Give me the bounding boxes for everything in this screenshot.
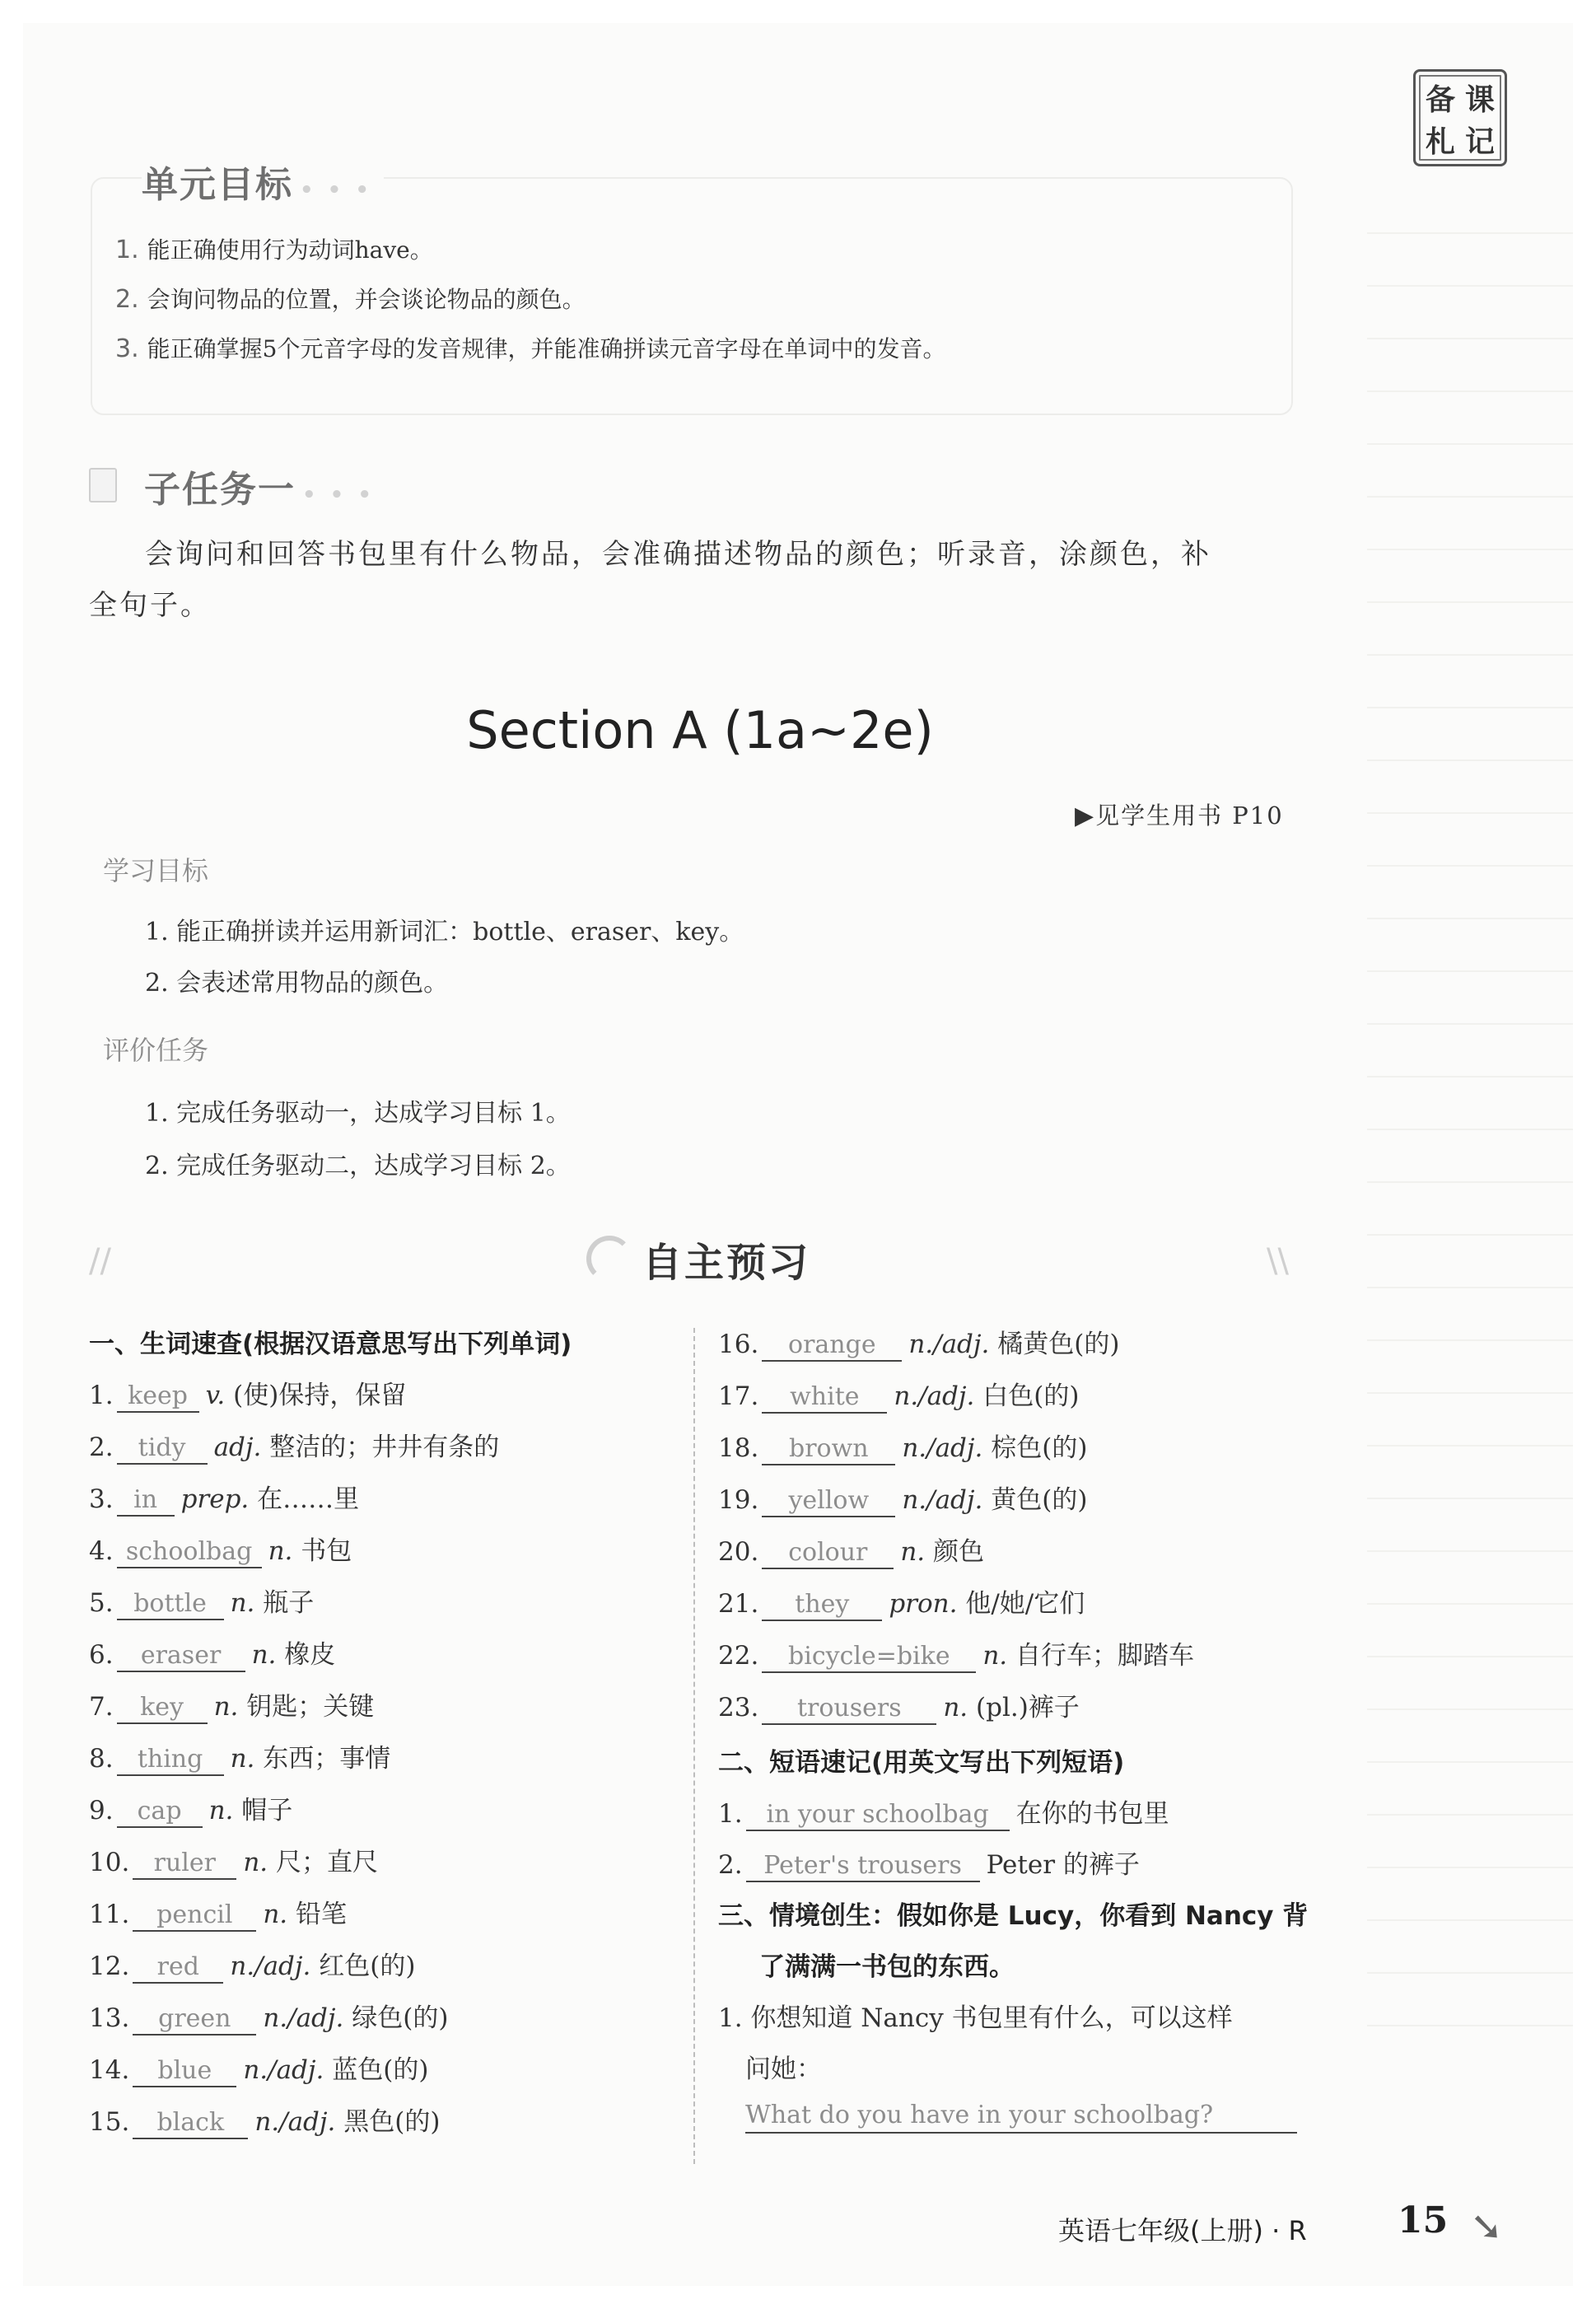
item-number: 2. (89, 1433, 114, 1462)
part-of-speech: n. (230, 1588, 255, 1618)
part-of-speech: n. (900, 1537, 926, 1567)
footer-book: 英语七年级(上册) · R (1058, 2215, 1307, 2246)
answer-blank[interactable]: trousers (762, 1694, 936, 1725)
vocab-row (89, 1997, 448, 2036)
learning-goal-item: 2. 会表述常用物品的颜色。 (145, 969, 449, 998)
item-number: 13. (89, 2003, 130, 2033)
part-of-speech: pron. (889, 1589, 958, 1619)
scenario-heading: 三、情境创生：假如你是 Lucy，你看到 Nancy 背 (718, 1901, 1309, 1931)
vocab-heading: 一、生词速查(根据汉语意思写出下列单词) (89, 1330, 572, 1359)
part-of-speech: n./adj. (908, 1330, 990, 1359)
answer-blank[interactable]: black (133, 2108, 248, 2139)
item-number: 10. (89, 1848, 130, 1877)
triangle-icon: ▶ (1075, 802, 1096, 830)
vocab-row (718, 1479, 1087, 1517)
vocab-row (718, 1375, 1079, 1414)
meaning: 蓝色(的) (332, 2055, 429, 2085)
part-of-speech: n./adj. (263, 2003, 344, 2033)
meaning: 东西；事情 (263, 1744, 391, 1774)
answer-blank[interactable]: tidy (117, 1433, 208, 1465)
notes-stamp-logo (1413, 69, 1507, 166)
vocab-row (89, 1374, 406, 1413)
page-number: 15 (1398, 2199, 1449, 2241)
vocab-row (89, 1530, 352, 1568)
meaning: 橡皮 (284, 1640, 336, 1670)
decor-slash: \\ (1267, 1242, 1289, 1280)
answer-blank[interactable]: colour (762, 1538, 894, 1569)
scenario-question-cont: 问她： (745, 2054, 822, 2084)
part-of-speech: n./adj. (254, 2107, 336, 2137)
part-of-speech: n. (943, 1693, 968, 1722)
meaning: 整洁的；井井有条的 (269, 1433, 500, 1462)
meaning: 绿色(的) (352, 2003, 449, 2033)
vocab-row (89, 2101, 440, 2139)
item-number: 23. (718, 1693, 759, 1722)
scenario-answer[interactable]: What do you have in your schoolbag? (745, 2099, 1297, 2134)
item-number: 6. (89, 1640, 114, 1670)
learning-goals-title: 学习目标 (103, 855, 209, 886)
stamp-char: 备 (1425, 83, 1455, 117)
eval-item: 1. 完成任务驱动一，达成学习目标 1。 (145, 1099, 571, 1128)
answer-blank[interactable]: green (133, 2004, 256, 2036)
unit-goal-item: 2. 会询问物品的位置，并会谈论物品的颜色。 (115, 285, 586, 314)
column-divider (693, 1328, 695, 2164)
vocab-row (89, 1737, 390, 1776)
self-study-title: 自主预习 (642, 1240, 811, 1286)
meaning: 瓶子 (263, 1588, 315, 1618)
stamp-char: 札 (1425, 125, 1455, 159)
stamp-char: 记 (1464, 125, 1495, 159)
learning-goal-item: 1. 能正确拼读并运用新词汇：bottle、eraser、key。 (145, 918, 744, 947)
corner-arrow-icon: ➘ (1470, 2204, 1504, 2250)
vocab-row (89, 1634, 335, 1672)
answer-blank[interactable]: orange (762, 1330, 902, 1362)
answer-blank[interactable]: they (762, 1590, 882, 1621)
meaning: 棕色(的) (991, 1433, 1088, 1463)
answer-blank[interactable]: schoolbag (117, 1537, 262, 1568)
meaning: 黄色(的) (991, 1485, 1088, 1515)
answer-blank[interactable]: Peter's trousers (746, 1851, 980, 1882)
subtask-text-line2: 全句子。 (89, 589, 211, 622)
part-of-speech: n. (268, 1536, 293, 1566)
meaning: 书包 (301, 1536, 352, 1566)
answer-blank[interactable]: bottle (117, 1589, 224, 1620)
part-of-speech: n. (243, 1848, 268, 1877)
answer-blank[interactable]: pencil (133, 1900, 256, 1932)
answer-blank[interactable]: white (762, 1382, 887, 1414)
meaning: 钥匙；关键 (246, 1692, 375, 1722)
answer-blank[interactable]: thing (117, 1745, 224, 1776)
subtask-title: 子任务一 • • • (144, 460, 386, 512)
meaning: 自行车；脚踏车 (1015, 1641, 1194, 1671)
vocab-row (89, 1426, 499, 1465)
item-number: 21. (718, 1589, 759, 1619)
meaning: 帽子 (241, 1796, 293, 1825)
meaning: 橘黄色(的) (997, 1330, 1120, 1359)
unit-goal-item: 1. 能正确使用行为动词have。 (115, 236, 433, 264)
meaning: (pl.)裤子 (976, 1693, 1080, 1722)
subtask-text-line1: 会询问和回答书包里有什么物品，会准确描述物品的颜色；听录音，涂颜色，补 (145, 538, 1211, 571)
vocab-row (89, 1893, 347, 1932)
unit-goal-item: 3. 能正确掌握5个元音字母的发音规律，并能准确拼读元音字母在单词中的发音。 (115, 334, 946, 363)
item-number: 12. (89, 1951, 130, 1981)
notebook-icon (89, 468, 117, 502)
item-number: 4. (89, 1536, 114, 1566)
part-of-speech: n. (982, 1641, 1008, 1671)
vocab-row (718, 1634, 1194, 1673)
arc-icon (586, 1236, 632, 1282)
part-of-speech: v. (205, 1381, 226, 1410)
meaning: 他/她/它们 (965, 1589, 1085, 1619)
stamp-char: 课 (1464, 83, 1495, 117)
decor-slash: // (89, 1242, 111, 1280)
phrase-row: 2. Peter's trousers Peter 的裤子 (718, 1844, 1140, 1882)
answer-blank[interactable]: in (117, 1485, 175, 1517)
answer-blank[interactable]: ruler (133, 1849, 236, 1880)
vocab-row (89, 1841, 378, 1880)
answer-blank[interactable]: key (117, 1693, 208, 1724)
phrase-heading: 二、短语速记(用英文写出下列短语) (718, 1748, 1125, 1778)
vocab-row (718, 1427, 1087, 1465)
item-number: 15. (89, 2107, 130, 2137)
part-of-speech: n./adj. (902, 1485, 983, 1515)
vocab-row (718, 1582, 1085, 1621)
section-title: Section A (1a~2e) (466, 700, 934, 760)
answer-blank[interactable]: red (133, 1952, 223, 1984)
vocab-row (718, 1323, 1119, 1362)
part-of-speech: n. (263, 1900, 288, 1929)
answer-blank[interactable]: eraser (117, 1641, 245, 1672)
item-number: 14. (89, 2055, 130, 2085)
part-of-speech: n./adj. (230, 1951, 311, 1981)
answer-blank[interactable]: cap (117, 1797, 203, 1828)
answer-blank[interactable]: brown (762, 1434, 895, 1465)
answer-blank[interactable]: blue (133, 2056, 236, 2087)
meaning: 在……里 (257, 1484, 360, 1514)
answer-blank[interactable]: keep (117, 1381, 199, 1413)
vocab-row (718, 1531, 984, 1569)
item-number: 7. (89, 1692, 114, 1722)
meaning: 红色(的) (319, 1951, 416, 1981)
part-of-speech: n./adj. (243, 2055, 324, 2085)
part-of-speech: n./adj. (902, 1433, 983, 1463)
vocab-row (89, 1945, 415, 1984)
phrase-row: 1. in your schoolbag 在你的书包里 (718, 1793, 1169, 1831)
scenario-heading-cont: 了满满一书包的东西。 (759, 1952, 1015, 1982)
item-number: 16. (718, 1330, 759, 1359)
item-number: 9. (89, 1796, 114, 1825)
see-student-book: ▶见学生用书 P10 (1075, 802, 1284, 830)
part-of-speech: n. (213, 1692, 239, 1722)
meaning: (使)保持，保留 (233, 1381, 407, 1410)
eval-title: 评价任务 (103, 1035, 209, 1066)
answer-blank[interactable]: in your schoolbag (746, 1800, 1010, 1831)
vocab-row (89, 2049, 428, 2087)
vocab-row (89, 1582, 314, 1620)
part-of-speech: n. (208, 1796, 234, 1825)
unit-goals-title: 单元目标 • • • (142, 155, 384, 208)
item-number: 17. (718, 1381, 759, 1411)
answer-blank[interactable]: bicycle=bike (762, 1642, 976, 1673)
part-of-speech: n. (230, 1744, 255, 1774)
eval-item: 2. 完成任务驱动二，达成学习目标 2。 (145, 1152, 571, 1180)
part-of-speech: n. (251, 1640, 277, 1670)
vocab-row (89, 1789, 292, 1828)
item-number: 20. (718, 1537, 759, 1567)
item-number: 19. (718, 1485, 759, 1515)
notes-column (1367, 181, 1573, 2076)
item-number: 18. (718, 1433, 759, 1463)
answer-blank[interactable]: yellow (762, 1486, 895, 1517)
item-number: 1. (89, 1381, 114, 1410)
vocab-row (89, 1685, 374, 1724)
item-number: 3. (89, 1484, 114, 1514)
part-of-speech: prep. (180, 1484, 250, 1514)
part-of-speech: adj. (213, 1433, 262, 1462)
item-number: 11. (89, 1900, 130, 1929)
vocab-row (89, 1478, 359, 1517)
scenario-question: 1. 你想知道 Nancy 书包里有什么，可以这样 (718, 2003, 1233, 2033)
vocab-row (718, 1686, 1080, 1725)
meaning: 白色(的) (982, 1381, 1080, 1411)
item-number: 8. (89, 1744, 114, 1774)
item-number: 5. (89, 1588, 114, 1618)
meaning: 铅笔 (296, 1900, 347, 1929)
item-number: 22. (718, 1641, 759, 1671)
meaning: 颜色 (933, 1537, 984, 1567)
meaning: 黑色(的) (343, 2107, 441, 2137)
part-of-speech: n./adj. (894, 1381, 975, 1411)
meaning: 尺；直尺 (276, 1848, 378, 1877)
